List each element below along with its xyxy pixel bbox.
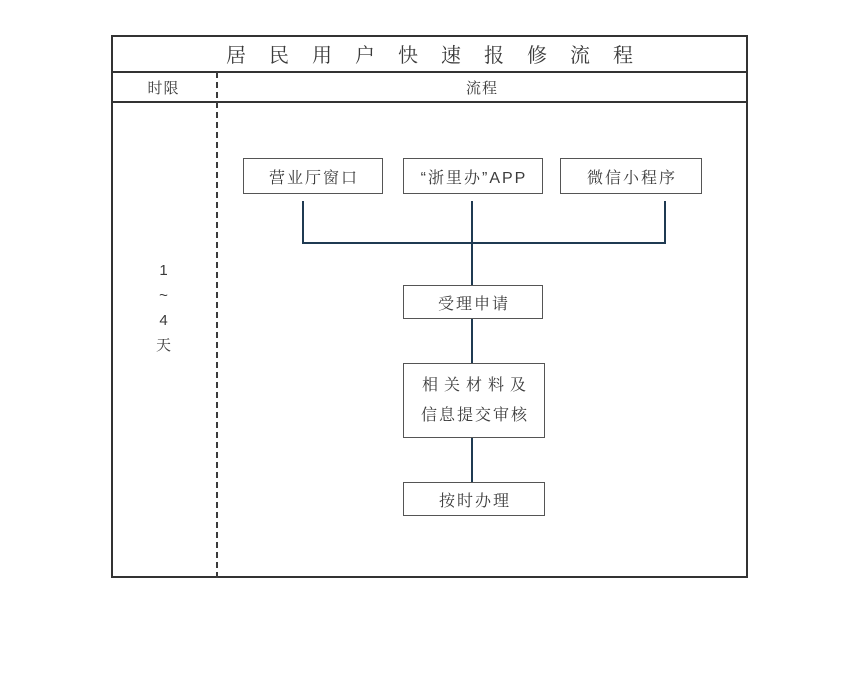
- connector-horizontal-merge: [302, 242, 666, 244]
- time-limit-label: [111, 258, 216, 358]
- channel-box-wechat-miniprogram: 微信小程序: [560, 158, 702, 194]
- page-title: 居民用户快速报修流程: [226, 45, 656, 67]
- header-cell-process: 流程: [465, 79, 498, 97]
- connector-stub-right: [664, 201, 666, 244]
- time-limit-line-1: 1: [159, 262, 168, 279]
- time-limit-line-4: 4: [159, 312, 168, 329]
- column-divider-dashed: [216, 72, 218, 578]
- time-limit-unit-day: 天: [155, 337, 171, 354]
- connector-materials-to-timely: [471, 437, 473, 482]
- materials-review-line-2: 信息提交审核: [420, 406, 529, 424]
- channel-box-zheliban-app: “浙里办”APP: [403, 158, 543, 194]
- connector-stub-left: [302, 201, 304, 244]
- header-cell-time-limit: 时限: [147, 79, 180, 97]
- time-limit-tilde: ~: [159, 287, 168, 304]
- step-box-timely-handling: 按时办理: [403, 482, 545, 516]
- materials-review-line-1: 相关材料及: [421, 376, 532, 394]
- step-box-materials-review: [403, 363, 545, 438]
- connector-accept-to-materials: [471, 319, 473, 363]
- step-box-accept-application: 受理申请: [403, 285, 543, 319]
- channel-box-service-hall: 营业厅窗口: [243, 158, 383, 194]
